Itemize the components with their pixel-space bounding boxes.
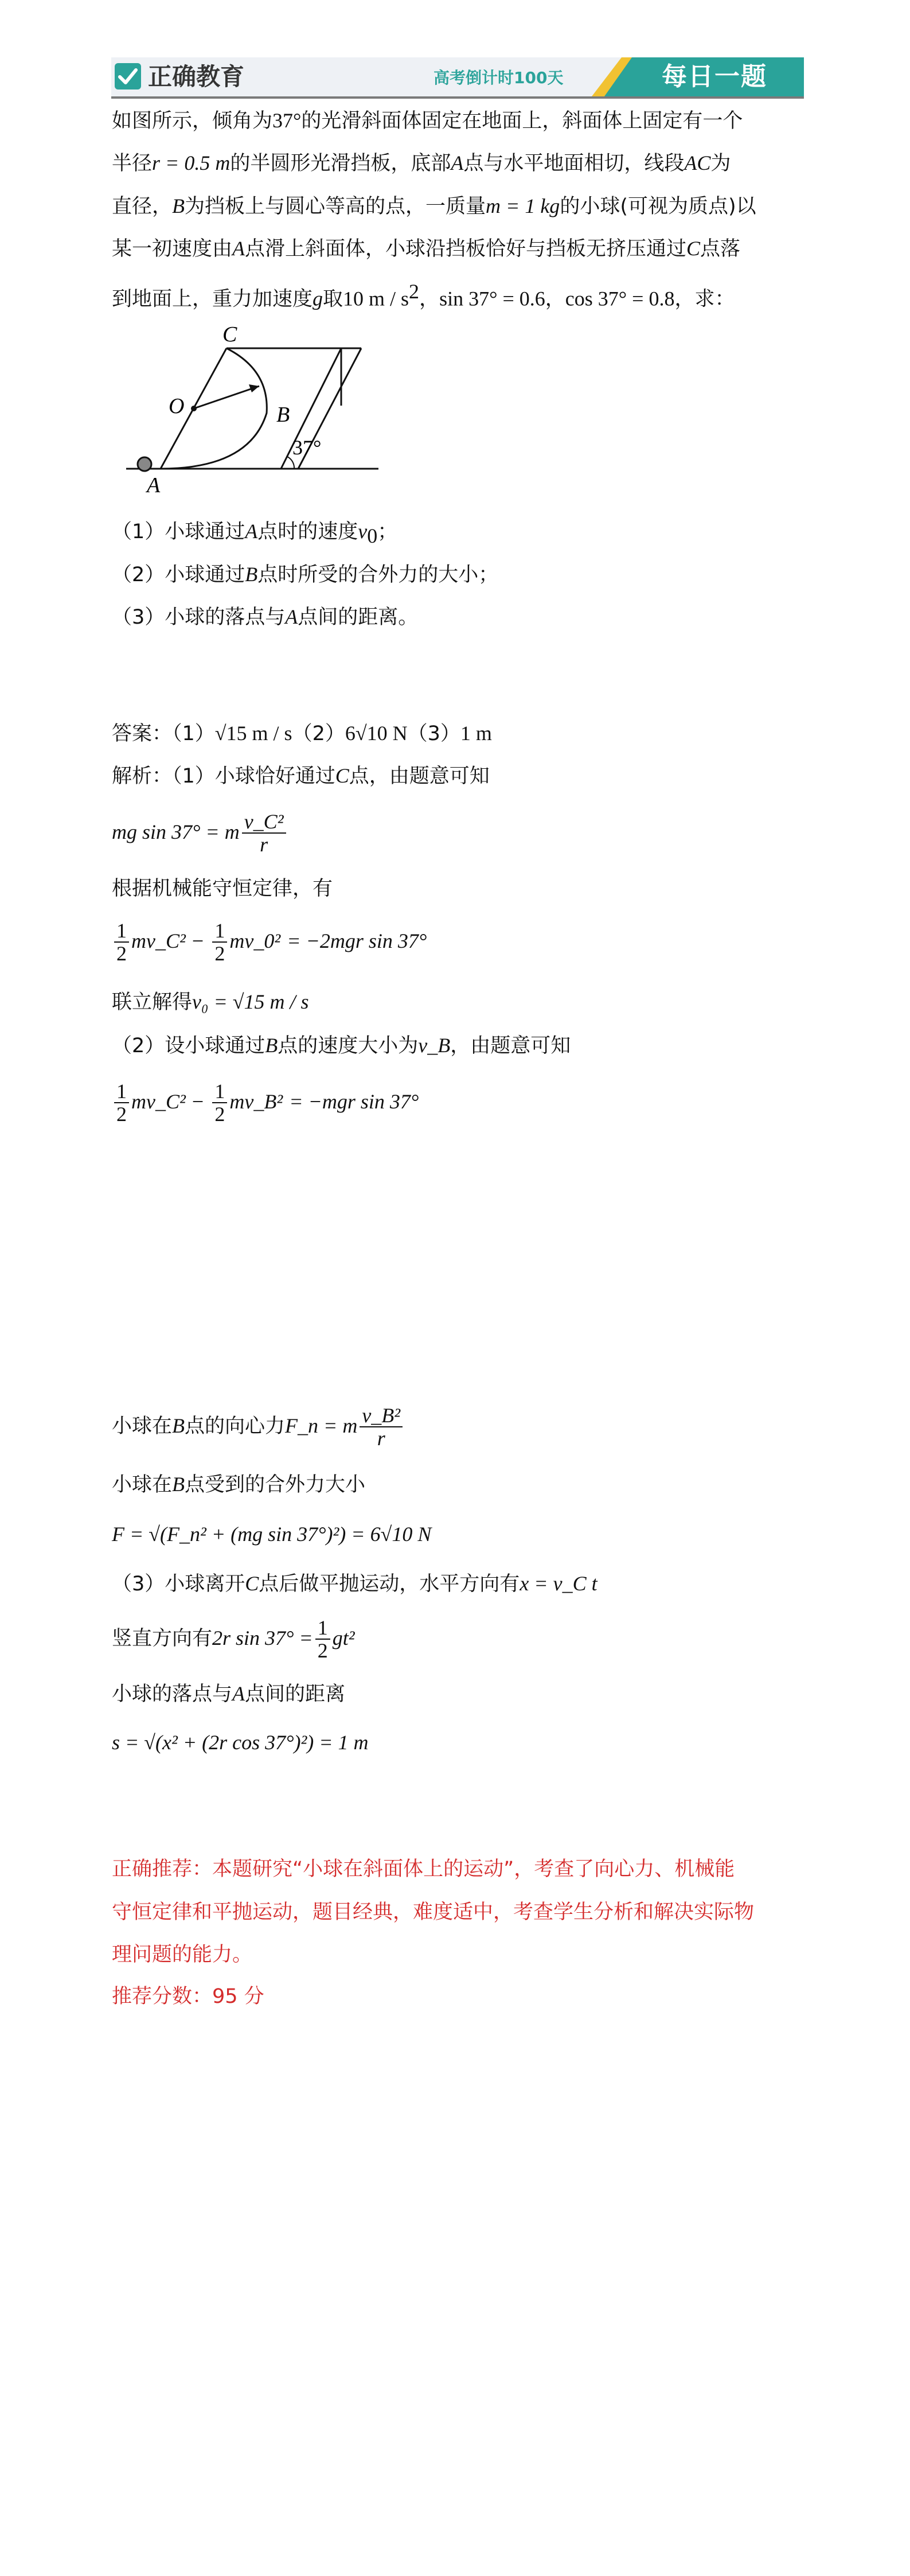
problem-line-3: 直径，B为挡板上与圆心等高的点，一质量m = 1 kg的小球(可视为质点)以 (112, 194, 756, 218)
problem-line-4: 某一初速度由A点滑上斜面体，小球沿挡板恰好与挡板无挤压通过C点落 (112, 237, 741, 260)
question-3: （3）小球的落点与A点间的距离。 (112, 605, 419, 629)
problem-line-5: 到地面上，重力加速度g取10 m / $s^2$，sin 37° = 0.6，cos 37° = 0.8，求： (112, 280, 735, 311)
problem-line-2: 半径r = 0.5 m的半圆形光滑挡板，底部A点与水平地面相切，线段AC为 (112, 151, 731, 175)
label-O: O (169, 394, 185, 418)
recommend-score: 推荐分数：95 分 (112, 1985, 264, 2008)
header-rule (111, 96, 804, 99)
solve-line: 联立解得v₀ = √15 m / s (112, 990, 309, 1014)
recommend-line-3: 理问题的能力。 (112, 1943, 253, 1966)
center-point (191, 406, 197, 411)
ball (138, 457, 151, 471)
solution-intro: 解析：（1）小球恰好通过C点，由题意可知 (112, 764, 490, 788)
equation-1: mg sin 37° = m $\frac{\text{v\_C²}}{r}$ (112, 809, 288, 855)
net-force-text: 小球在B点受到的合外力大小 (112, 1473, 366, 1496)
question-1: （1）小球通过A点时的速度$v_0$； (112, 520, 398, 547)
countdown-text: 高考倒计时100天 (433, 68, 564, 87)
label-C: C (222, 322, 237, 347)
part3-intro: （3）小球离开C点后做平抛运动，水平方向有x = v_C t (112, 1572, 597, 1596)
daily-label: 每日一题 (662, 62, 767, 91)
equation-2: $\frac{1}{2}$ mv_C² − $\frac{1}{2}$ mv_0² = −2mgr sin 37° (112, 918, 427, 964)
label-B: B (276, 403, 290, 427)
vertical-line: 竖直方向有2r sin 37° = $\frac{1}{2}$ gt² (112, 1616, 355, 1662)
check-icon (115, 63, 141, 90)
distance-text: 小球的落点与A点间的距离 (112, 1682, 346, 1706)
distance-equation: s = √(x² + (2r cos 37°)²) = 1 m (112, 1731, 369, 1754)
centripetal-line: 小球在B点的向心力F_n = m $\frac{\text{v\_B²}}{r}$ (112, 1403, 405, 1449)
answer-line: 答案：（1）√15 m / s（2）6√10 N（3）1 m (112, 722, 492, 745)
equation-3: $\frac{1}{2}$ mv_C² − $\frac{1}{2}$ mv_B² = −mgr sin 37° (112, 1079, 419, 1125)
problem-line-1: 如图所示，倾角为37°的光滑斜面体固定在地面上，斜面体上固定有一个 (112, 109, 743, 133)
label-angle: 37° (292, 436, 322, 459)
label-A: A (147, 473, 161, 497)
radius-arrowhead (249, 384, 259, 392)
recommend-line-2: 守恒定律和平抛运动，题目经典，难度适中，考查学生分析和解决实际物 (112, 1901, 755, 1924)
recommend-line-1: 正确推荐：本题研究“小球在斜面体上的运动”，考查了向心力、机械能 (112, 1858, 735, 1881)
brand-name: 正确教育 (148, 63, 245, 91)
header-banner (111, 57, 804, 96)
part2-intro: （2）设小球通过B点的速度大小为v_B，由题意可知 (112, 1034, 571, 1057)
energy-text: 根据机械能守恒定律，有 (112, 877, 333, 900)
question-2: （2）小球通过B点时所受的合外力的大小； (112, 563, 499, 586)
net-force-equation: F = √(F_n² + (mg sin 37°)²) = 6√10 N (112, 1523, 432, 1546)
incline-figure (126, 318, 384, 499)
